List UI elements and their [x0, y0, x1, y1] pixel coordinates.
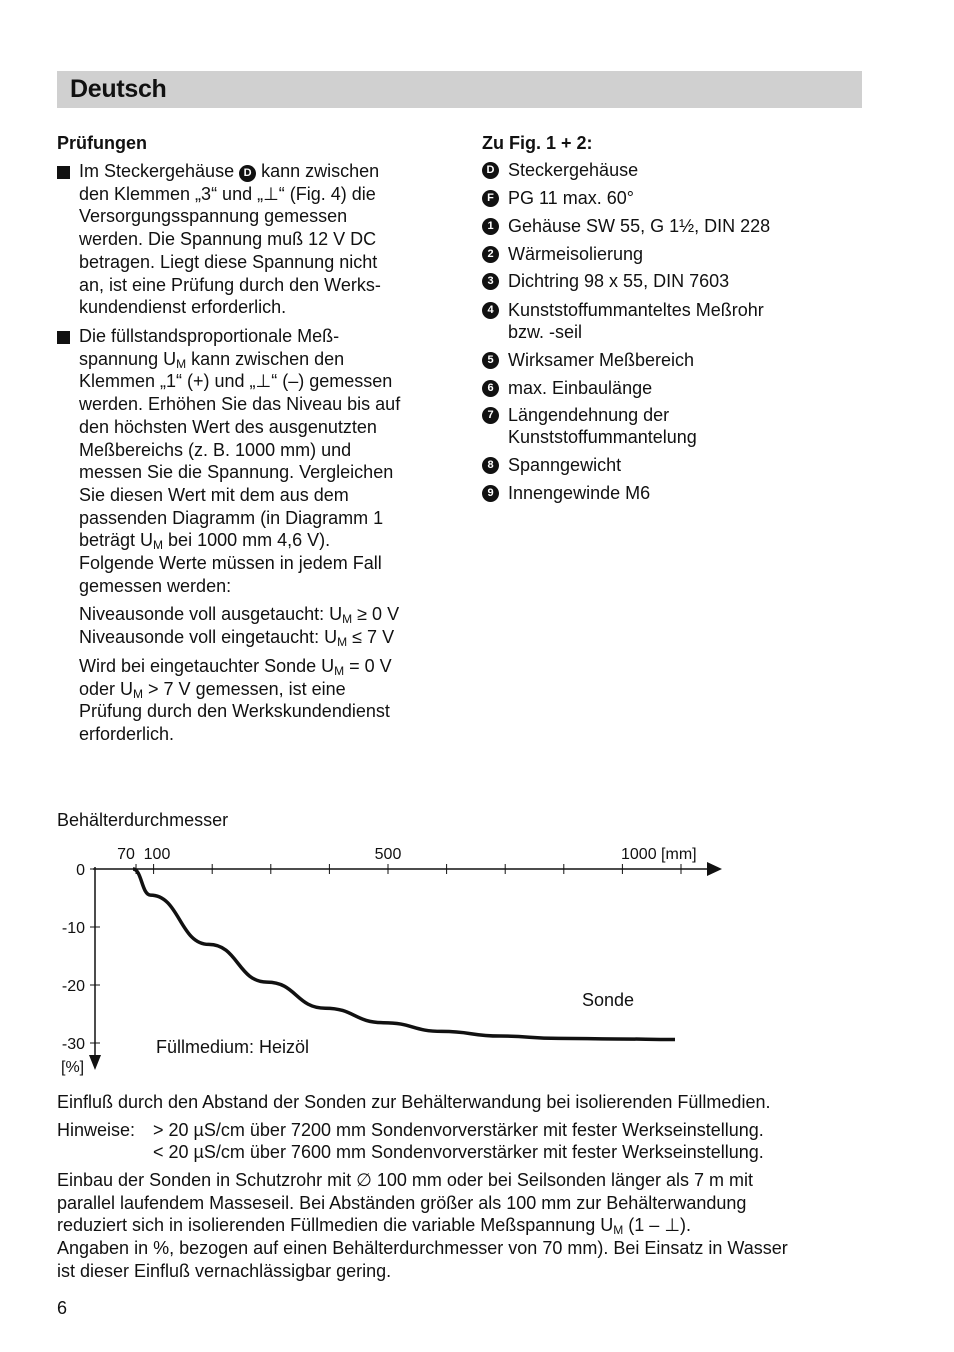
y-axis-arrow — [89, 1055, 101, 1070]
y-tick-label: 0 — [76, 862, 85, 879]
badge-icon: D — [482, 162, 499, 179]
hinweise-label: Hinweise: — [57, 1120, 136, 1140]
section-heading-legend: Zu Fig. 1 + 2: — [482, 133, 593, 153]
bottom-paragraph: Einbau der Sonden in Schutzrohr mit ∅ 100 mm oder bei Seilsonden länger als 7 m mit parallel laufendem Masseseil. Bei Abständen größer als 100 mm zur Behälterwandung reduziert sich in isolierenden Füllmedien die variable Meßspannung $U_M$ (1 – ⊥). Angaben in %, bezogen auf einen Behälterdurchmesser von 70 mm). Bei Einsatz in Wasser ist dieser Einfluß vernachlässigbar gering. — [57, 1170, 788, 1281]
badge-icon: 4 — [482, 302, 499, 319]
page-number: 6 — [57, 1298, 68, 1318]
y-tick-label: -30 — [61, 1036, 85, 1053]
chart-annotation: Füllmedium: Heizöl — [156, 1037, 310, 1057]
y-axis-label: [%] — [61, 1059, 85, 1076]
badge-icon: F — [482, 190, 499, 207]
x-tick-label: 1000 [mm] — [621, 846, 697, 863]
x-tick-label: 70 — [117, 846, 135, 863]
section-heading-pruefungen: Prüfungen — [57, 133, 147, 153]
badge-icon: 7 — [482, 407, 499, 424]
series-label-sonde: Sonde — [582, 990, 635, 1010]
x-axis-arrow — [707, 862, 722, 876]
bullet2-text: Die füllstandsproportionale Meß- spannung $U_M$ kann zwischen den Klemmen „1“ (+) und „⊥“ (–) gemessen werden. Erhöhen Sie das Niveau bis auf den höchsten Wert des ausgenutzten Meßbereichs (z. B. 1000 mm) und messen Sie die Spannung. Vergleichen Sie diesen Wert mit dem aus dem passenden Diagramm (in Diagramm 1 beträgt $U_M$ bei 1000 mm 4,6 V). Folgende Werte müssen in jedem Fall gemessen werden: Niveausonde voll ausgetaucht: $U_M \ge 0$ V Niveausonde voll eingetaucht: $U_M \le 7$ V Wird bei eingetauchter Sonde $U_M = 0$ V oder $U_M > 7$ V gemessen, ist eine Prüfung durch den Werkskundendienst erforderlich. — [79, 326, 401, 744]
badge-icon: 2 — [482, 246, 499, 263]
badge-d-icon: D — [239, 165, 256, 182]
badge-icon: 8 — [482, 457, 499, 474]
badge-icon: 5 — [482, 352, 499, 369]
chart-series — [133, 869, 675, 1040]
badge-icon: 3 — [482, 273, 499, 290]
badge-icon: 1 — [482, 218, 499, 235]
bullet1-text: Im Steckergehäuse D kann zwischen den Klemmen „3“ und „⊥“ (Fig. 4) die Versorgungsspannung gemessen werden. Die Spannung muß 12 V DC betragen. Liegt diese Spannung nicht an, ist eine Prüfung durch den Werks- kundendienst erforderlich. — [79, 161, 381, 318]
page-title: Deutsch — [70, 75, 167, 103]
badge-icon: 9 — [482, 485, 499, 502]
chart-title: Behälterdurchmesser — [57, 810, 229, 830]
chart-caption: Einfluß durch den Abstand der Sonden zur Behälterwandung bei isolierenden Füllmedien. — [57, 1092, 771, 1112]
y-tick-label: -20 — [61, 978, 85, 995]
legend-list: D Steckergehäuse F PG 11 max. 60° 1 Gehäuse SW 55, G 1½, DIN 228 2 Wärmeisolierung 3 Dichtring 98 x 55, DIN 7603 4 Kunststoffummanteltes Meßrohr bzw. -seil 5 Wirksamer Meßbereich 6 max. Einbaulänge 7 Längendehnung der Kunststoffummantelung 8 Spanngewicht 9 Innengewinde M6 — [482, 159, 862, 519]
badge-icon: 6 — [482, 380, 499, 397]
hinweis-1: > 20 µS/cm über 7200 mm Sondenvorverstärker mit fester Werkseinstellung. — [153, 1120, 764, 1140]
x-tick-label: 100 — [143, 846, 171, 863]
y-tick-label: -10 — [61, 920, 85, 937]
x-tick-label: 500 — [374, 846, 402, 863]
hinweis-2: < 20 µS/cm über 7600 mm Sondenvorverstärker mit fester Werkseinstellung. — [153, 1142, 764, 1162]
series-line-sonde — [133, 869, 675, 1040]
